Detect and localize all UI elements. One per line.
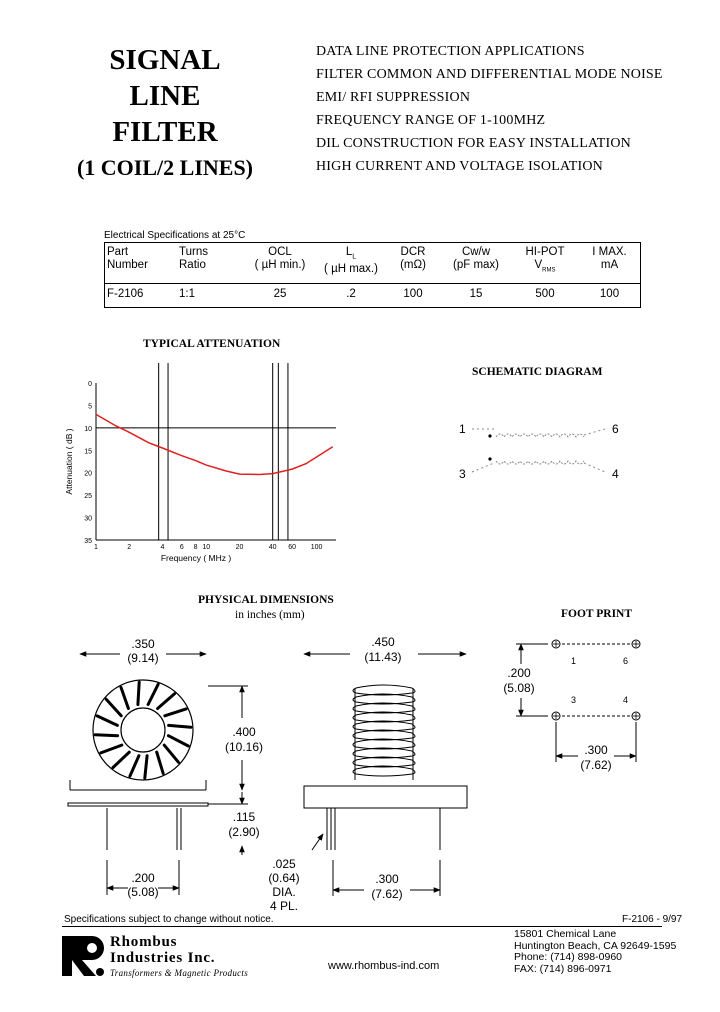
x-tick-label: 4 (160, 544, 165, 551)
title-line-3: FILTER (112, 116, 218, 148)
winding-bottom (472, 461, 605, 472)
dim-width-mm: (9.14) (127, 651, 159, 665)
dim-pin-mm: (0.64) (268, 871, 300, 885)
schematic-pin-1: 1 (459, 422, 466, 436)
hdr-ocl: OCL ( µH min.) (243, 243, 317, 284)
dimensions-heading: PHYSICAL DIMENSIONS (198, 594, 334, 606)
hdr-hipot: HI-POT $V_{RMS}$ (511, 243, 579, 284)
attenuation-chart (60, 350, 350, 575)
dim-lead-in: .115 (232, 810, 256, 824)
y-tick-label: 10 (84, 425, 92, 433)
footprint-pin-3: 3 (571, 695, 577, 705)
dim-pin-in: .025 (272, 857, 296, 871)
cell-part: F-2106 (107, 288, 144, 301)
polarity-dot (488, 434, 491, 437)
side-view-coil (353, 685, 415, 780)
dim-spacing2-mm: (7.62) (371, 887, 403, 901)
company-name: Rhombus Industries Inc. (110, 934, 216, 966)
schematic-pin-6: 6 (612, 422, 619, 436)
dim-height-mm: (10.16) (224, 740, 264, 754)
polarity-dot (488, 457, 491, 460)
website-link[interactable]: www.rhombus-ind.com (328, 960, 440, 972)
dim-height-in: .400 (232, 725, 256, 739)
company-tagline: Transformers & Magnetic Products (110, 968, 249, 978)
toroid-header (68, 803, 208, 806)
dim-spacing1-in: .200 (131, 871, 155, 885)
x-tick-label: 20 (235, 544, 244, 551)
footprint-heading: FOOT PRINT (561, 608, 633, 620)
x-tick-label: 60 (288, 544, 297, 551)
y-tick-label: 15 (84, 448, 92, 456)
footer-divider (62, 926, 662, 927)
spec-table (104, 242, 641, 308)
feature-item: EMI/ RFI SUPPRESSION (316, 90, 471, 105)
cell-cww: 15 (469, 288, 483, 301)
footprint-pin-4: 4 (623, 695, 629, 705)
dim-depth-in: .450 (371, 635, 395, 649)
cell-turns: 1:1 (179, 288, 195, 301)
title-line-4: (1 COIL/2 LINES) (76, 155, 254, 180)
footprint-pin-1: 1 (571, 656, 577, 666)
x-tick-label: 40 (268, 544, 277, 551)
winding-top (472, 429, 605, 437)
footprint-h-mm: (7.62) (580, 758, 612, 772)
dim-pin-dia: DIA. (272, 885, 296, 899)
toroid-core (93, 680, 193, 780)
feature-list (316, 40, 663, 178)
schematic-pin-3: 3 (459, 467, 466, 481)
hdr-dcr: DCR (mΩ) (385, 243, 441, 284)
y-tick-label: 5 (88, 403, 92, 411)
cell-dcr: 100 (403, 288, 423, 301)
cell-hipot: 500 (535, 288, 555, 301)
dim-pin-count: 4 PL. (269, 899, 299, 910)
cell-ocl: 25 (273, 288, 287, 301)
hdr-ll: $L_L$ ( µH max.) (317, 243, 385, 284)
feature-item: FILTER COMMON AND DIFFERENTIAL MODE NOISE (316, 67, 663, 82)
footprint-pin-6: 6 (623, 656, 629, 666)
feature-item: DIL CONSTRUCTION FOR EASY INSTALLATION (316, 136, 631, 151)
footprint-v-mm: (5.08) (503, 681, 535, 695)
footprint-v-in: .200 (507, 666, 531, 680)
footer-note: Specifications subject to change without notice. (64, 914, 274, 925)
x-tick-label: 6 (179, 544, 184, 551)
hdr-imax: I MAX. mA (579, 243, 641, 284)
cell-imax: 100 (599, 288, 620, 301)
spec-header-row (105, 243, 641, 284)
x-tick-label: 10 (202, 544, 211, 551)
dim-spacing2-in: .300 (375, 872, 399, 886)
footprint-drawing (490, 630, 690, 780)
y-tick-label: 25 (84, 493, 92, 501)
document-number: F-2106 - 9/97 (622, 914, 683, 925)
attenuation-heading: TYPICAL ATTENUATION (143, 338, 281, 350)
y-tick-label: 0 (88, 381, 92, 388)
footprint-pads (552, 640, 640, 720)
spec-caption: Electrical Specifications at 25°C (104, 230, 246, 241)
hdr-part: Part Number (105, 243, 178, 284)
company-address: 15801 Chemical Lane Huntington Beach, CA 92649-1595 Phone: (714) 898-0960 FAX: (714) 896-0971 (514, 928, 677, 975)
dim-lead-mm: (2.90) (228, 825, 260, 839)
dim-depth-mm: (11.43) (364, 650, 402, 664)
schematic-heading: SCHEMATIC DIAGRAM (472, 366, 603, 378)
title-line-2: LINE (129, 80, 201, 112)
dim-spacing1-mm: (5.08) (127, 885, 159, 899)
hdr-cww: Cw/w (pF max) (441, 243, 511, 284)
y-axis-label: Attenuation ( dB ) (64, 428, 74, 495)
cell-ll: .2 (346, 288, 356, 301)
schematic-pin-4: 4 (612, 467, 619, 481)
y-tick-label: 20 (84, 470, 92, 478)
title-line-1: SIGNAL (109, 44, 221, 76)
x-tick-label: 2 (127, 544, 132, 551)
y-tick-label: 35 (84, 538, 92, 545)
y-tick-label: 30 (84, 515, 92, 523)
feature-item: HIGH CURRENT AND VOLTAGE ISOLATION (316, 159, 603, 174)
dim-width-in: .350 (131, 637, 155, 651)
company-logo-icon (62, 934, 106, 978)
x-tick-label: 8 (193, 544, 198, 551)
footprint-h-in: .300 (584, 743, 608, 757)
spec-data-row (105, 284, 641, 308)
product-title (60, 42, 270, 186)
dimension-drawing (0, 620, 500, 910)
attenuation-curve (96, 414, 333, 474)
dimensions-subheading: in inches (mm) (235, 609, 305, 621)
schematic-diagram (450, 415, 640, 490)
x-tick-label: 100 (310, 544, 323, 551)
side-view-header (304, 786, 467, 808)
hdr-turns: Turns Ratio (177, 243, 243, 284)
feature-item: FREQUENCY RANGE OF 1-100MHZ (316, 113, 546, 128)
feature-item: DATA LINE PROTECTION APPLICATIONS (316, 44, 585, 59)
x-axis-label: Frequency ( MHz ) (160, 553, 232, 563)
x-tick-label: 1 (94, 544, 98, 551)
